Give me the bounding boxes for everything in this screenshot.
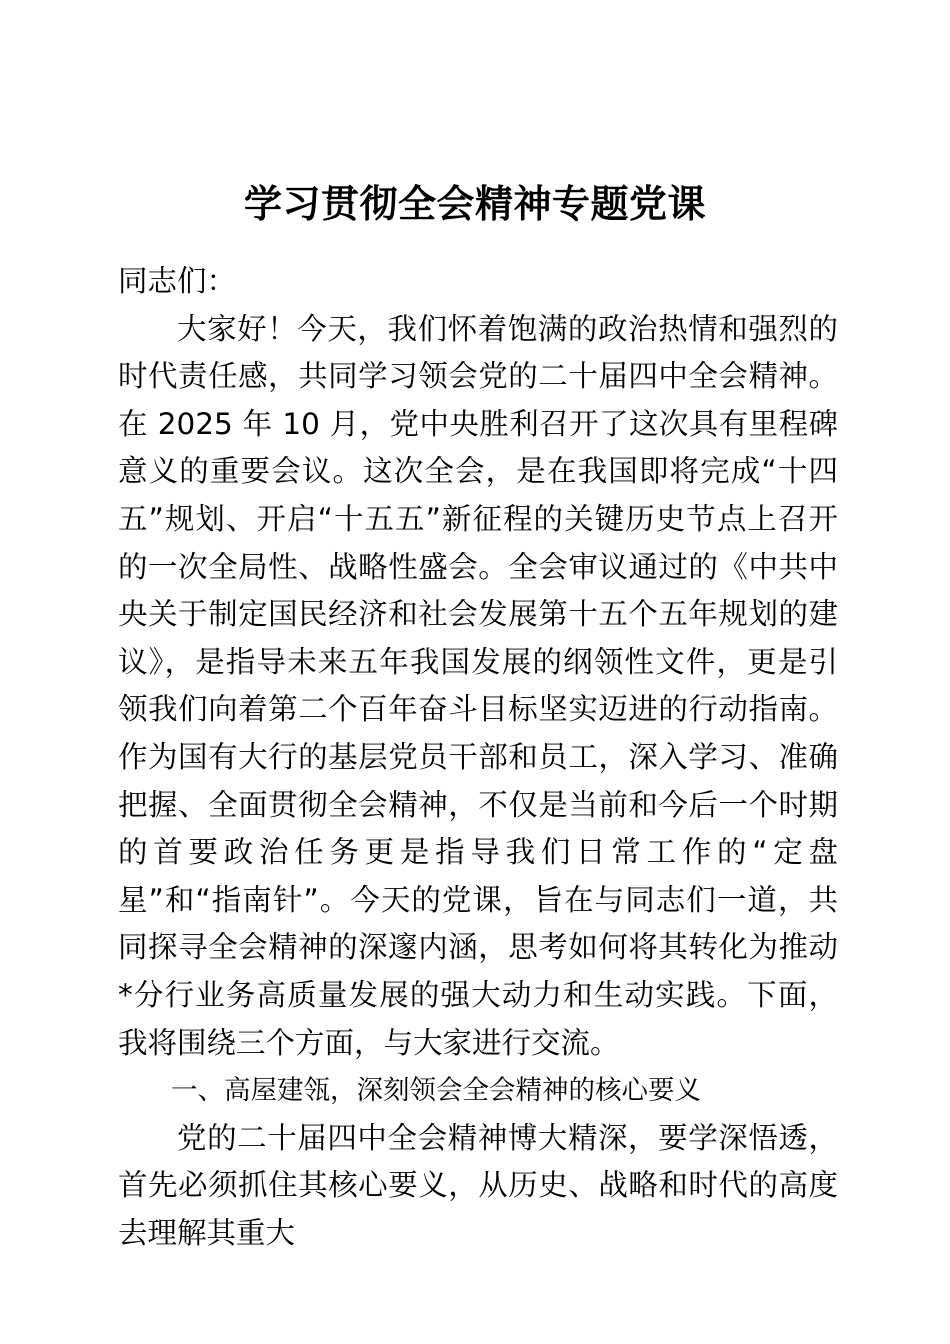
- document-body: [118, 258, 838, 1257]
- section-heading-one: 一、高屋建瓴，深刻领会全会精神的核心要义: [171, 1075, 701, 1107]
- salutation: 同志们：: [118, 264, 237, 298]
- page-title: 学习贯彻全会精神专题党课: [243, 182, 706, 226]
- paragraph-intro: 大家好！今天，我们怀着饱满的政治热情和强烈的时代责任感，共同学习领会党的二十届四中全会精神。在 2025 年 10 月，党中央胜利召开了这次具有里程碑意义的重要会议。这次全会，是在我国即将完成“十四五”规划、开启“十五五”新征程的关键历史节点上召开的一次全局性、战略性盛会。全会审议通过的《中共中央关于制定国民经济和社会发展第十五个五年规划的建议》，是指导未来五年我国发展的纲领性文件，更是引领我们向着第二个百年奋斗目标坚实迈进的行动指南。作为国有大行的基层党员干部和员工，深入学习、准确把握、全面贯彻全会精神，不仅是当前和今后一个时期的首要政治任务更是指导我们日常工作的“定盘星”和“指南针”。今天的党课，旨在与同志们一道，共同探寻全会精神的深邃内涵，思考如何将其转化为推动*分行业务高质量发展的强大动力和生动实践。下面，我将围绕三个方面，与大家进行交流。: [118, 311, 838, 1060]
- paragraph-section-one-body: 党的二十届四中全会精神博大精深，要学深悟透，首先必须抓住其核心要义，从历史、战略和时代的高度去理解其重大: [118, 1120, 838, 1250]
